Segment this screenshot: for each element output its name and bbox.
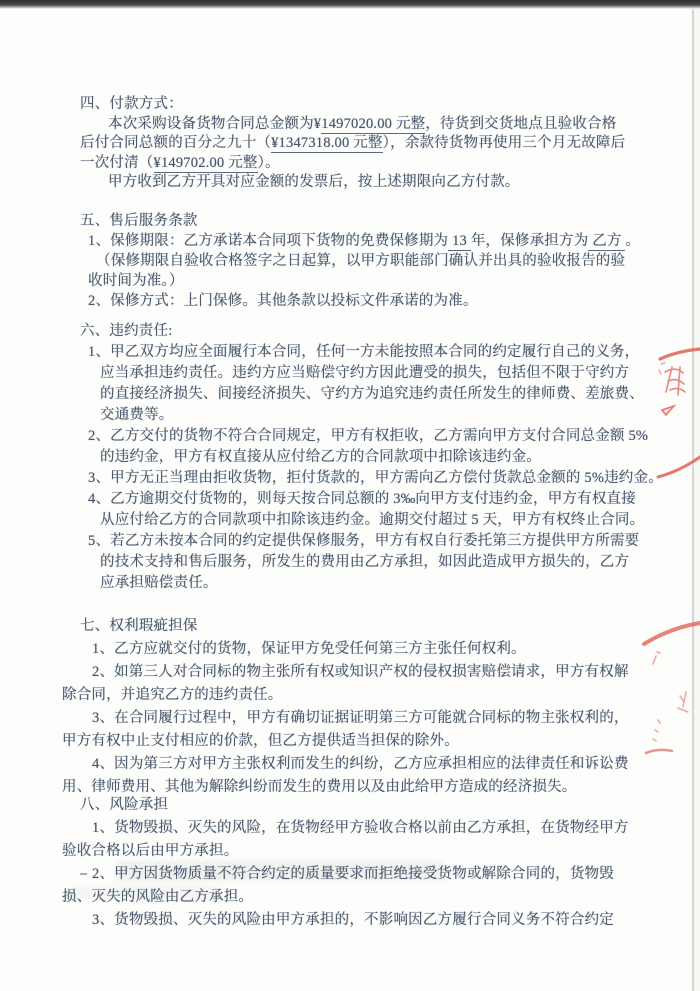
contract-line: [62, 173, 637, 193]
text-segment: 从应付给乙方的合同款项中扣除该违约金。逾期交付超过 5 天，甲方有权终止合同。: [100, 512, 645, 528]
text-segment: 1、货物毁损、灭失的风险，在货物经甲方验收合格以前由乙方承担，在货物经甲方: [92, 820, 629, 836]
contract-line: [62, 405, 637, 426]
contract-line: [62, 753, 637, 776]
contract-line: [62, 447, 637, 468]
contract-line: [62, 909, 637, 932]
section-header: 六、违约责任:: [80, 323, 173, 339]
text-segment: 除合同，并追究乙方的违约责任。: [62, 687, 283, 703]
contract-line: [62, 426, 649, 447]
section-header: 五、售后服务条款: [80, 213, 198, 229]
section-header: 七、权利瑕疵担保: [80, 618, 198, 634]
text-segment: 。: [625, 233, 641, 249]
red-seal-fragment-lower: [636, 612, 700, 772]
underlined-value: 乙方: [588, 233, 626, 249]
text-segment: 3、在合同履行过程中，甲方有确切证据证明第三方可能就合同标的物主张权利的，: [92, 710, 629, 726]
contract-line: [62, 291, 637, 311]
text-segment: 2、保修方式：上门保修。其他条款以投标文件承诺的为准。: [88, 293, 478, 309]
contract-line: [62, 342, 640, 363]
contract-line: [62, 638, 637, 661]
text-segment: 本次采购设备货物合同总金额为¥: [108, 115, 322, 132]
contract-line: [62, 271, 637, 291]
underlined-value: 13: [448, 233, 471, 249]
contract-line: [62, 468, 663, 489]
text-segment: 的直接经济损失、间接经济损失、守约方为追究违约责任所发生的律师费、差旅费、: [100, 386, 644, 402]
section-after-sales-service: [62, 211, 641, 311]
text-segment: 收时间为准。）: [88, 273, 184, 289]
text-segment: 年，保修承担方为: [470, 233, 589, 249]
contract-line: [62, 251, 637, 271]
contract-line: [62, 363, 637, 384]
underlined-value: ¥1347318.00 元整: [271, 135, 383, 151]
text-segment: 4、因为第三方对甲方主张权利而发生的纠纷，乙方应承担相应的法律责任和诉讼费: [92, 756, 629, 772]
text-segment: 甲方有权中止支付相应的价款，但乙方提供适当担保的除外。: [62, 733, 459, 749]
contract-line: [62, 531, 640, 552]
text-segment: （保修期限自验收合格签字之日起算，以甲方职能部门确认并出具的验收报告的验: [96, 253, 626, 269]
section-payment-terms: [62, 95, 637, 193]
contract-line: [62, 115, 637, 135]
text-segment: 4、乙方逾期交付货物的，则每天按合同总额的 3‰向甲方支付违约金，甲方有权直接: [88, 491, 636, 507]
text-segment: ，待货到交货地点且验收合格: [425, 115, 617, 132]
text-segment: 应承担赔偿责任。: [100, 575, 218, 591]
text-segment: 的技术支持和售后服务，所发生的费用由乙方承担，如因此造成甲方损失的，乙方: [100, 554, 630, 570]
text-segment: ）。: [257, 154, 280, 171]
text-segment: 3、货物毁损、灭失的风险由甲方承担的，不影响因乙方履行合同义务不符合约定: [92, 912, 614, 928]
text-segment: 一次付清（: [80, 154, 154, 171]
text-segment: 交通费等。: [100, 407, 174, 423]
contract-line: [62, 384, 644, 405]
text-segment: ），余款待货物再使用三个月无故障后: [382, 135, 626, 151]
contract-line: [62, 489, 637, 510]
contract-line: [62, 510, 645, 531]
contract-line: [62, 552, 637, 573]
text-segment: 损、灭失的风险由乙方承担。: [62, 889, 254, 905]
contract-line: [62, 134, 637, 154]
text-segment: 甲方收到乙方开具对应金额的发票后，按上述期限向乙方付款。: [108, 174, 520, 190]
underlined-value: 1497020.00 元整: [321, 115, 426, 132]
text-segment: 1、乙方应就交付的货物，保证甲方免受任何第三方主张任何权利。: [92, 641, 526, 657]
text-segment: 用、律师费用、其他为解除纠纷而发生的费用以及由此给甲方造成的经济损失。: [62, 779, 577, 795]
section-breach-liability: [62, 321, 663, 594]
contract-line: [62, 817, 637, 840]
text-segment: 验收合格以后由甲方承担。: [62, 843, 239, 859]
contract-line: [62, 573, 637, 594]
text-segment: 2、甲方因货物质量不符合约定的质量要求而拒绝接受货物或解除合同的，货物毁: [92, 866, 614, 882]
text-segment: 5、若乙方未按本合同的约定提供保修服务，甲方有权自行委托第三方提供甲方所需要: [88, 533, 640, 549]
section-header: 四、付款方式：: [80, 96, 183, 112]
section-risk-assumption: [62, 794, 637, 932]
text-segment: 2、乙方交付的货物不符合合同规定，甲方有权拒收，乙方需向甲方支付合同总金额 5%: [88, 428, 649, 444]
text-segment: 2、如第三人对合同标的物主张所有权或知识产权的侵权损害赔偿请求，甲方有权解: [92, 664, 629, 680]
text-segment: 3、甲方无正当理由拒收货物，拒付货款的，甲方需向乙方偿付货款总金额的 5%违约金。: [88, 470, 663, 486]
red-seal-fragment-upper: [640, 340, 700, 490]
text-segment: 后付合同总额的百分之九十（: [80, 135, 272, 151]
underlined-value: ¥149702.00 元整: [153, 154, 258, 171]
contract-line: [62, 707, 637, 730]
text-segment: 1、甲乙双方均应全面履行本合同，任何一方未能按照本合同的约定履行自己的义务，: [88, 344, 640, 360]
contract-line: [62, 863, 637, 886]
contract-line: [62, 886, 637, 909]
contract-line: [62, 684, 637, 707]
text-segment: 1、保修期限：乙方承诺本合同项下货物的免费保修期为: [88, 233, 449, 249]
contract-line: [62, 231, 641, 251]
section-title-defect-warranty: [62, 615, 637, 799]
contract-line: [62, 730, 637, 753]
contract-line: [62, 661, 637, 684]
section-header: 八、风险承担: [80, 797, 169, 813]
text-segment: 应当承担违约责任。违约方应当赔偿守约方因此遭受的损失，包括但不限于守约方: [100, 365, 630, 381]
contract-line: [62, 154, 637, 174]
text-segment: 的违约金，甲方有权直接从应付给乙方的合同款项中扣除该违约金。: [100, 449, 541, 465]
contract-line: [62, 840, 637, 863]
